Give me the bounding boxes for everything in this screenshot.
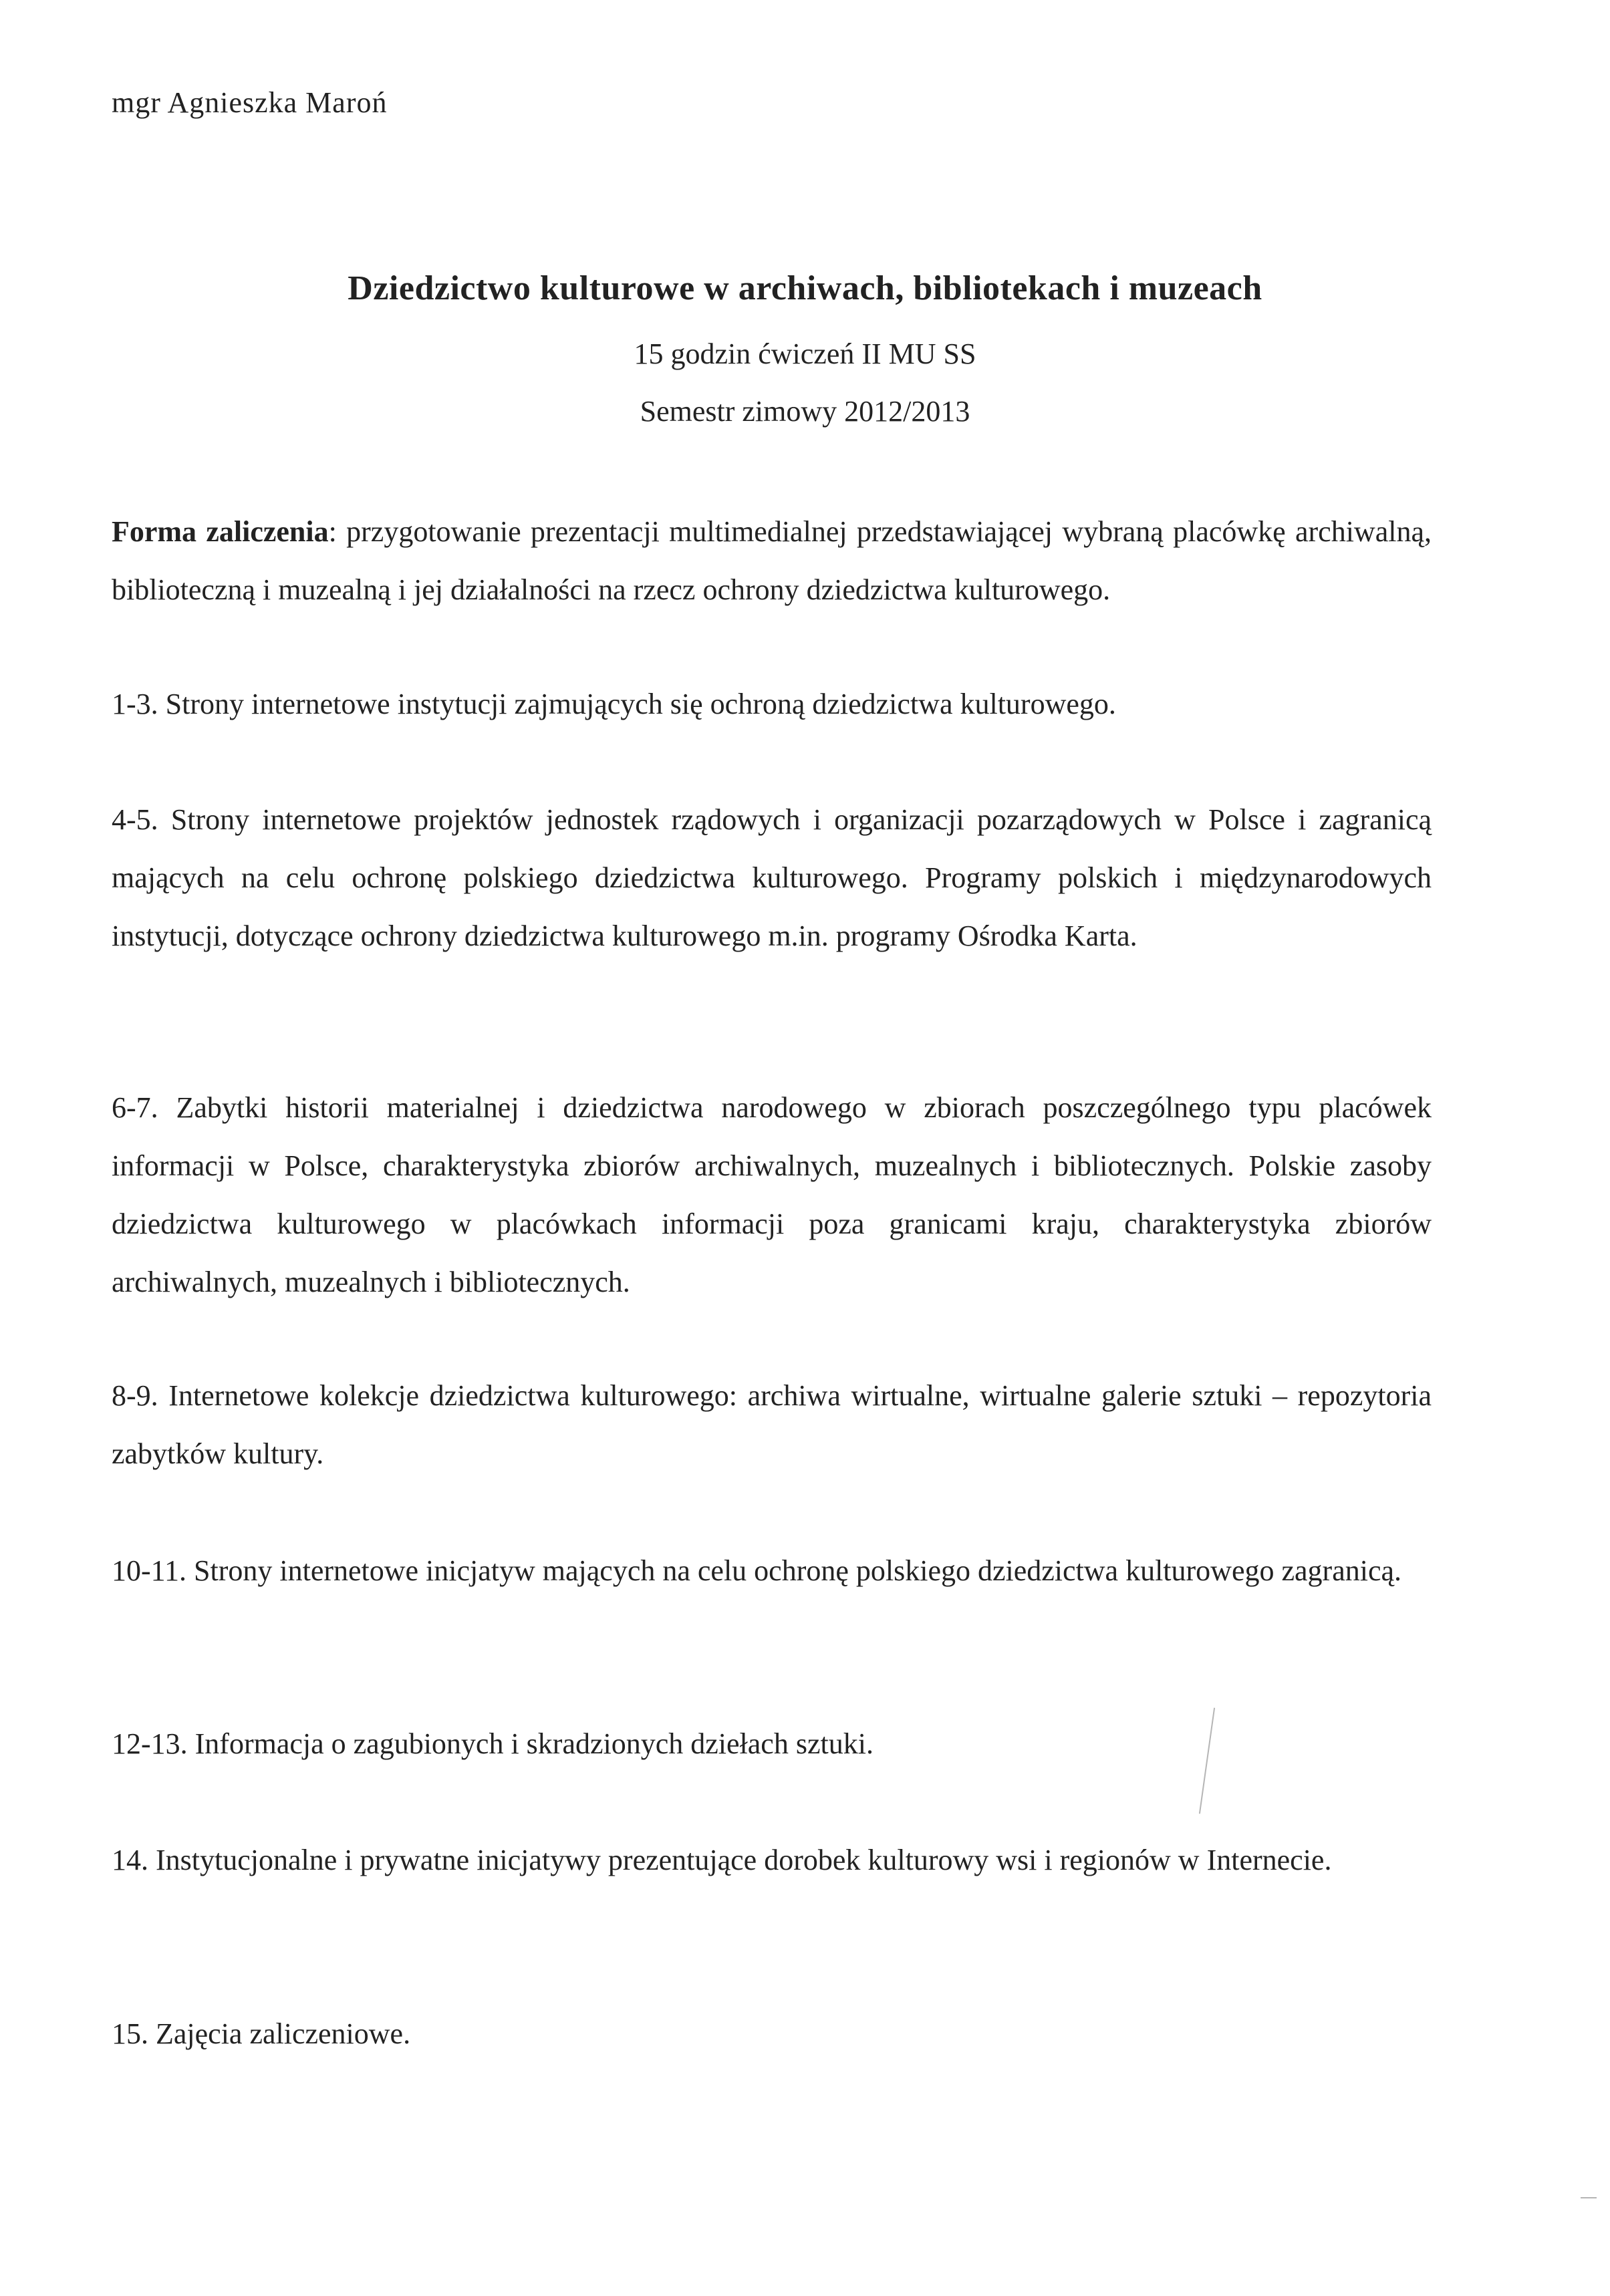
semester: Semestr zimowy 2012/2013 [640, 395, 970, 428]
document-title: Dziedzictwo kulturowe w archiwach, bibliotekach i muzeach [348, 269, 1262, 307]
scan-artifact [1581, 2197, 1597, 2198]
course-hours: 15 godzin ćwiczeń II MU SS [634, 337, 976, 370]
topic-item: 1-3. Strony internetowe instytucji zajmujących się ochroną dziedzictwa kulturowego. [112, 688, 1116, 720]
author-name: mgr Agnieszka Maroń [112, 86, 388, 119]
topic-item: 10-11. Strony internetowe inicjatyw mających na celu ochronę polskiego dziedzictwa kulturowego zagranicą. [112, 1554, 1402, 1587]
topic-item: 12-13. Informacja o zagubionych i skradzionych dziełach sztuki. [112, 1727, 874, 1760]
topic-item: 4-5. Strony internetowe projektów jednostek rządowych i organizacji pozarządowych w Polsce i zagranicą mających na celu ochronę polskiego dziedzictwa kulturowego. Programy polskich i międzynarodowych instytucji, dotyczące ochrony dziedzictwa kulturowego m.in. programy Ośrodka Karta. [112, 803, 1432, 952]
assessment-paragraph [112, 503, 1432, 619]
topic-item: 14. Instytucjonalne i prywatne inicjatywy prezentujące dorobek kulturowy wsi i regionów w Internecie. [112, 1844, 1332, 1876]
assessment-text: : przygotowanie prezentacji multimedialnej przedstawiającej wybraną placówkę archiwalną, biblioteczną i muzealną i jej działalności na rzecz ochrony dziedzictwa kulturowego. [112, 515, 1432, 606]
topic-item: 15. Zajęcia zaliczeniowe. [112, 2017, 411, 2050]
topic-item: 8-9. Internetowe kolekcje dziedzictwa kulturowego: archiwa wirtualne, wirtualne galerie sztuki – repozytoria zabytków kultury. [112, 1379, 1432, 1470]
topic-item: 6-7. Zabytki historii materialnej i dziedzictwa narodowego w zbiorach poszczególnego typu placówek informacji w Polsce, charakterystyka zbiorów archiwalnych, muzealnych i bibliotecznych. Polskie zasoby dziedzictwa kulturowego w placówkach informacji poza granicami kraju, charakterystyka zbiorów archiwalnych, muzealnych i bibliotecznych. [112, 1091, 1432, 1298]
assessment-label: Forma zaliczenia [112, 515, 329, 548]
